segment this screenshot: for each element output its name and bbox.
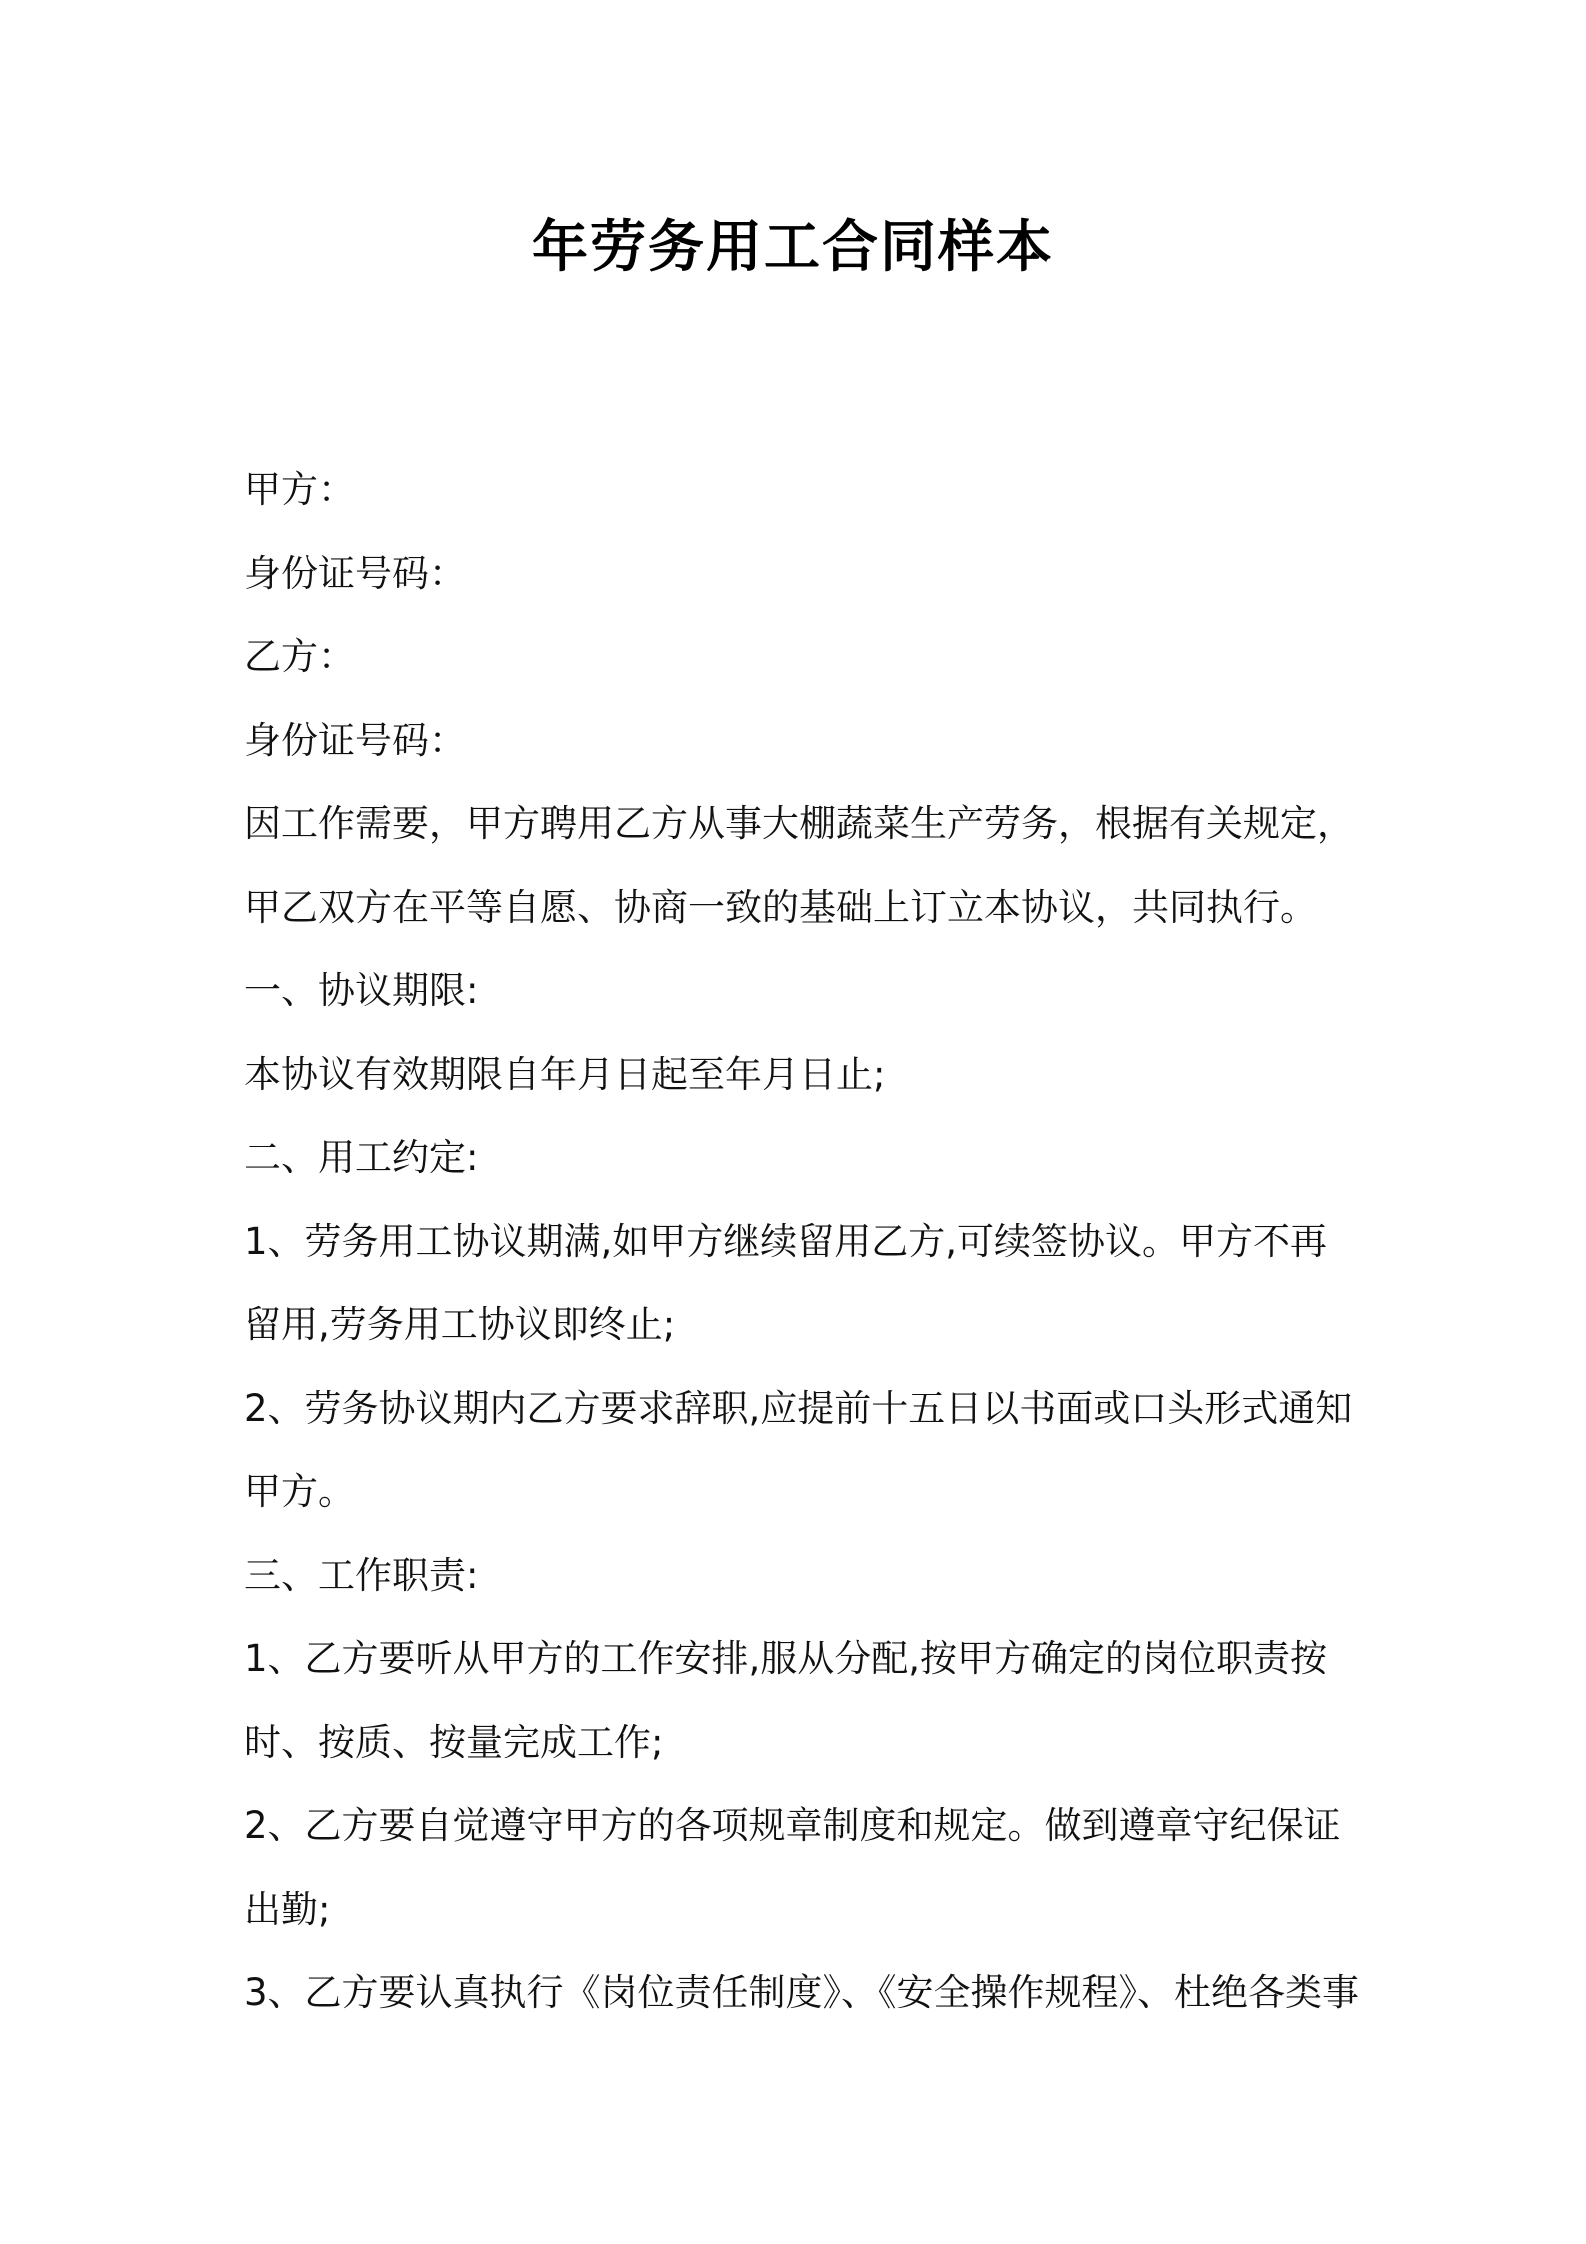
paragraph-line: 出勤; xyxy=(244,1887,331,1931)
paragraph-line: 因工作需要，甲方聘用乙方从事大棚蔬菜生产劳务，根据有关规定， xyxy=(244,802,1354,845)
section-heading: 二、用工约定: xyxy=(244,1136,479,1179)
paragraph-line: 2、乙方要自觉遵守甲方的各项规章制度和规定。做到遵章守纪保证 xyxy=(244,1804,1341,1847)
document-title: 年劳务用工合同样本 xyxy=(532,215,1054,280)
section-heading: 一、协议期限: xyxy=(244,969,479,1012)
paragraph-line: 3、乙方要认真执行《岗位责任制度》、《安全操作规程》、杜绝各类事 xyxy=(244,1971,1360,2014)
paragraph-line: 本协议有效期限自年月日起至年月日止; xyxy=(244,1052,886,1096)
paragraph-line: 甲方。 xyxy=(244,1470,355,1513)
party-b-id-line: 身份证号码： xyxy=(244,718,466,762)
paragraph-line: 2、劳务协议期内乙方要求辞职,应提前十五日以书面或口头形式通知 xyxy=(244,1386,1353,1430)
party-a-id-line: 身份证号码： xyxy=(244,551,466,595)
paragraph-line: 甲乙双方在平等自愿、协商一致的基础上订立本协议，共同执行。 xyxy=(244,885,1317,929)
paragraph-line: 1、乙方要听从甲方的工作安排,服从分配,按甲方确定的岗位职责按 xyxy=(244,1637,1328,1680)
section-heading: 三、工作职责: xyxy=(244,1553,479,1597)
party-b-line: 乙方： xyxy=(244,635,355,678)
document-body xyxy=(244,448,1364,2035)
paragraph-line: 留用,劳务用工协议即终止; xyxy=(244,1303,676,1346)
paragraph-line: 1、劳务用工协议期满,如甲方继续留用乙方,可续签协议。甲方不再 xyxy=(244,1219,1328,1263)
party-a-line: 甲方： xyxy=(244,468,355,511)
paragraph-line: 时、按质、按量完成工作; xyxy=(244,1720,664,1764)
